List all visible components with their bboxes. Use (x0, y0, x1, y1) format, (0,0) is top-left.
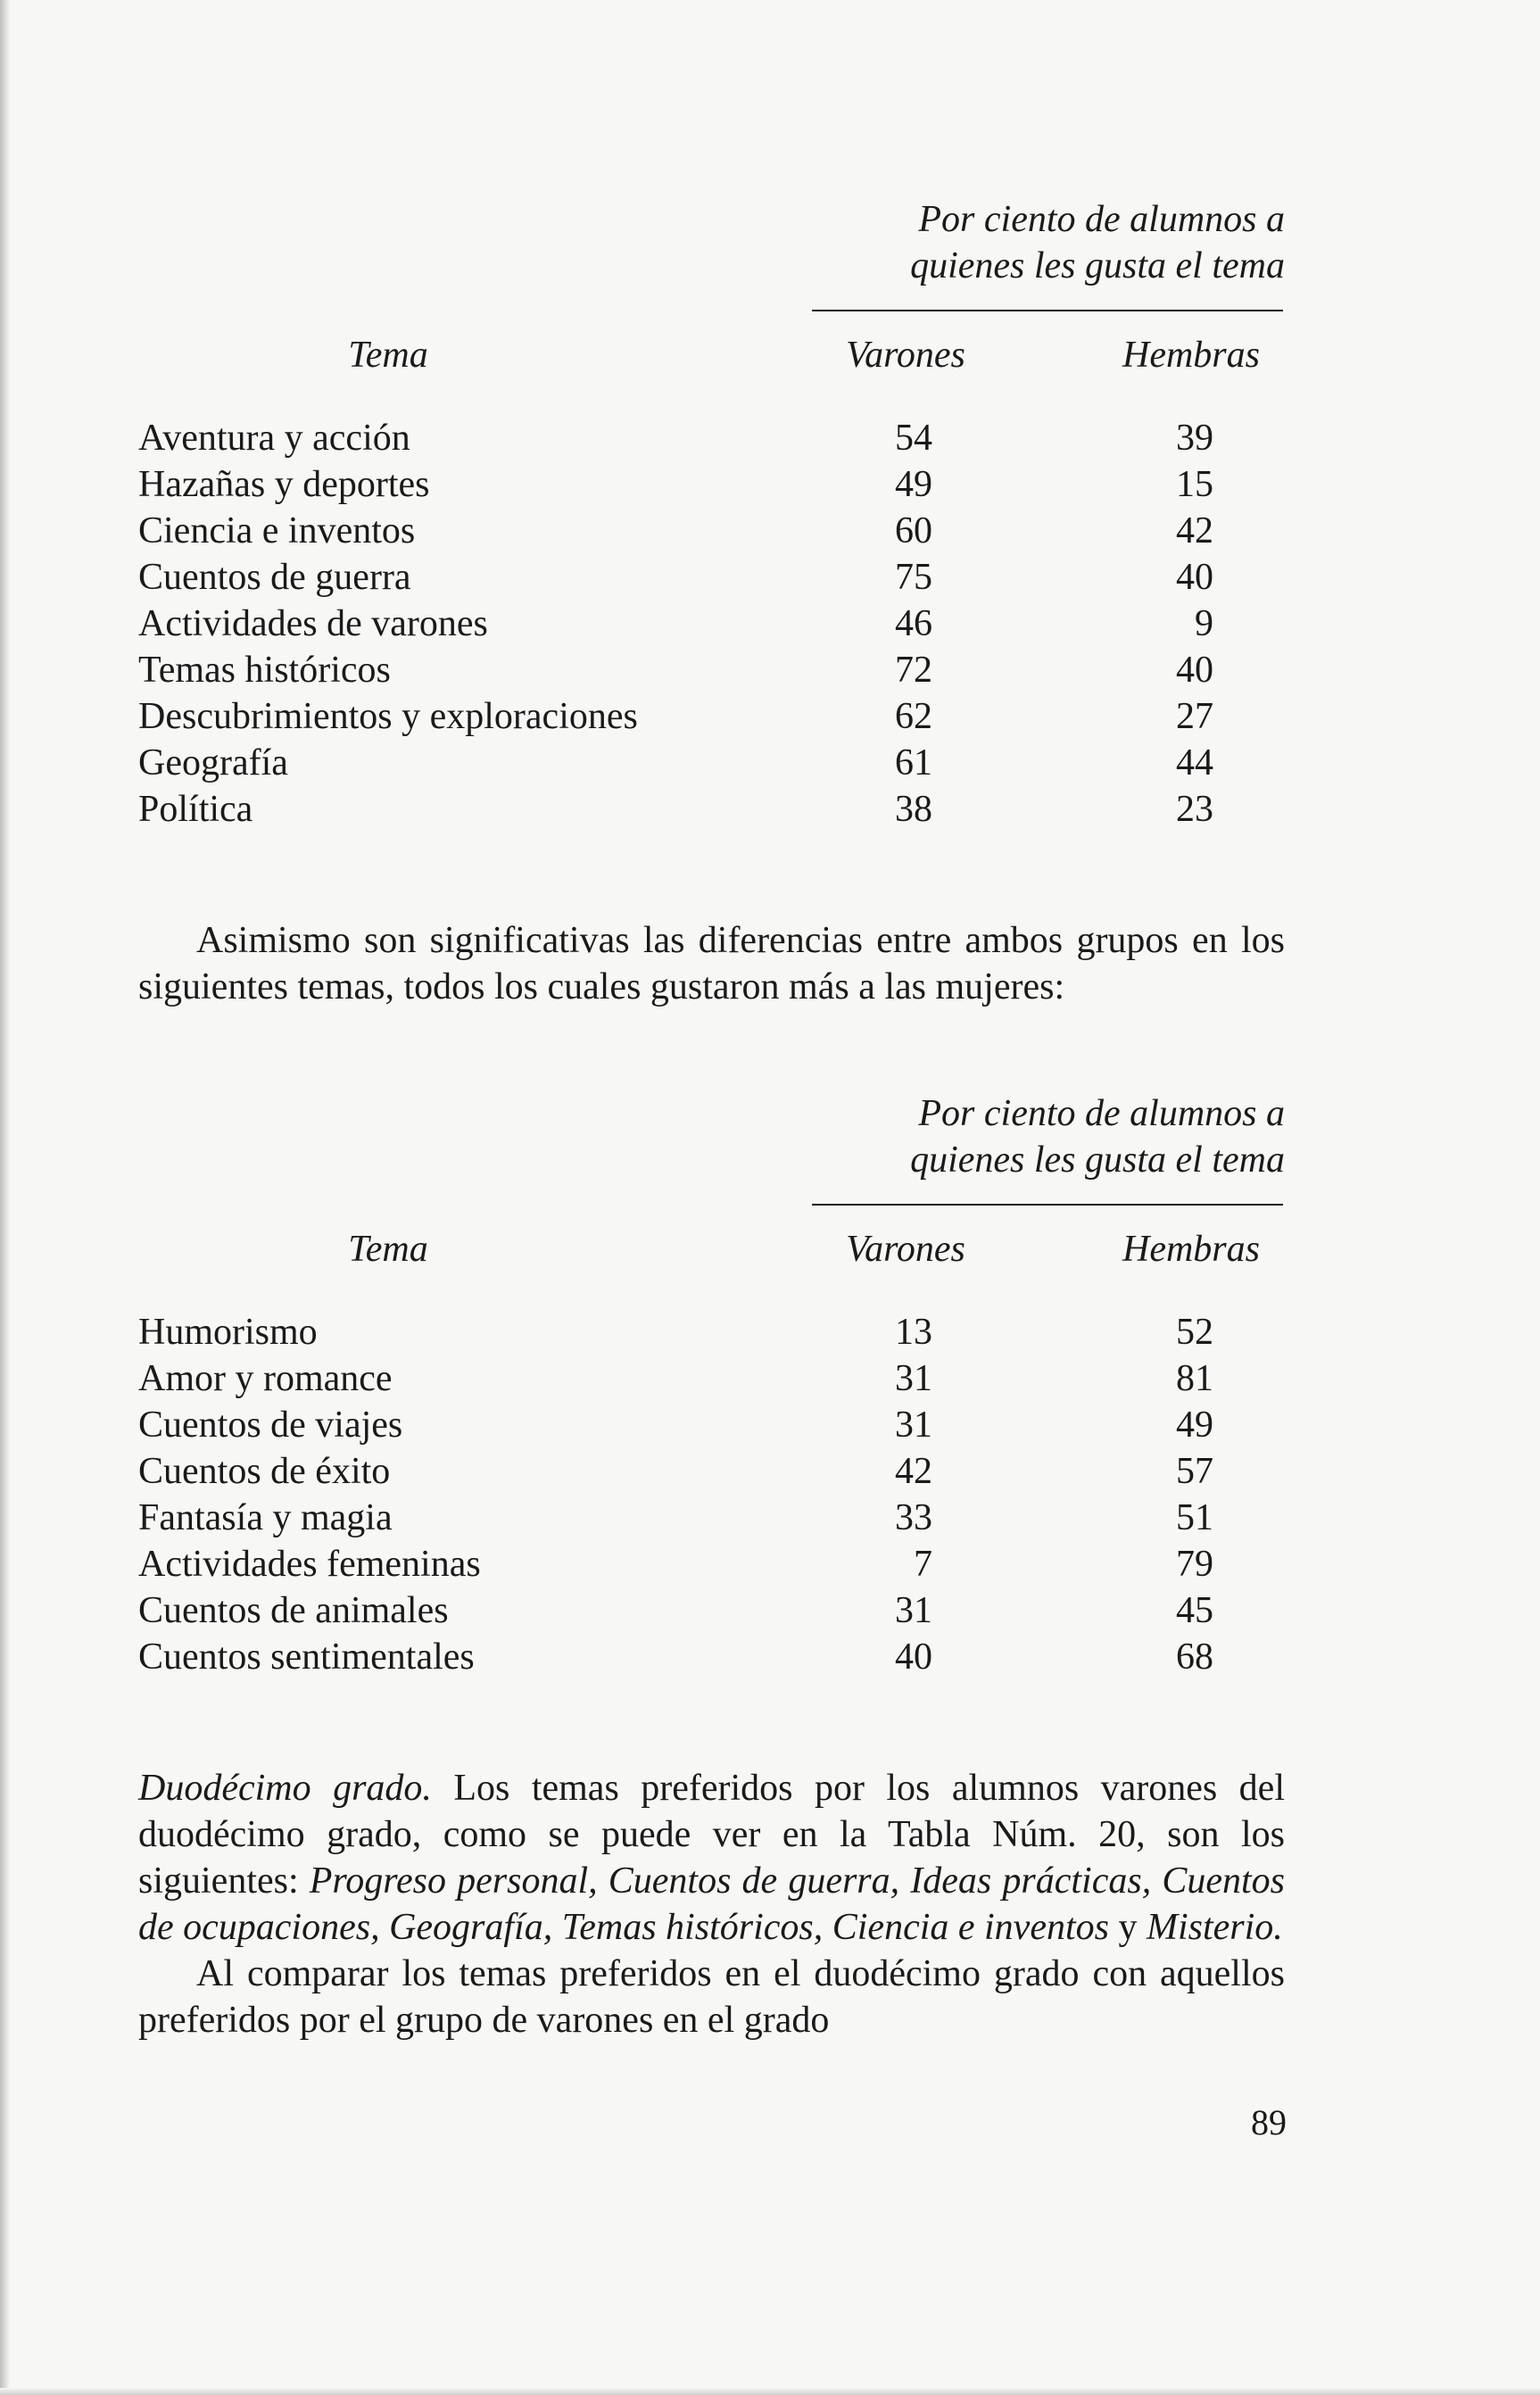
cell-varones: 13 (895, 1312, 932, 1353)
page-bottom-edge (0, 2388, 1540, 2395)
paragraph-al-comparar: Al comparar los temas preferidos en el duodécimo grado con aquellos preferidos por el grupo de varones en el grado (138, 1953, 1285, 2041)
table-row (138, 1402, 1285, 1448)
table-row (138, 1355, 1285, 1402)
page-left-edge (0, 0, 11, 2395)
page-content (138, 196, 1285, 2043)
table-row (138, 461, 1285, 508)
table-1-header-rule (812, 310, 1283, 311)
cell-tema: Cuentos de éxito (138, 1451, 391, 1492)
group-caption-line1: Por ciento de alumnos a (918, 199, 1285, 240)
paragraph-duodecimo-grado (138, 1765, 1285, 1951)
cell-varones: 38 (895, 789, 932, 830)
table-2-body (138, 1309, 1285, 1680)
cell-varones: 42 (895, 1451, 932, 1492)
cell-varones: 31 (895, 1590, 932, 1631)
cell-tema: Hazañas y deportes (138, 464, 430, 505)
cell-hembras: 45 (1176, 1590, 1213, 1631)
cell-hembras: 9 (1195, 603, 1213, 644)
table-row (138, 1541, 1285, 1587)
cell-tema: Cuentos de animales (138, 1590, 449, 1631)
table-row (138, 647, 1285, 693)
cell-varones: 60 (895, 510, 932, 551)
cell-hembras: 57 (1176, 1451, 1213, 1492)
cell-tema: Cuentos de viajes (138, 1405, 403, 1446)
table-row (138, 1587, 1285, 1634)
cell-tema: Cuentos sentimentales (138, 1637, 475, 1678)
cell-varones: 31 (895, 1405, 932, 1446)
cell-varones: 33 (895, 1497, 932, 1538)
table-row (138, 1634, 1285, 1680)
last-topic-italic: Misterio. (1146, 1907, 1283, 1948)
table-row (138, 554, 1285, 601)
cell-tema: Amor y romance (138, 1358, 393, 1399)
table-2-header (138, 1090, 1285, 1309)
lead-italic: Duodécimo grado. (138, 1768, 432, 1809)
cell-hembras: 49 (1176, 1405, 1213, 1446)
table-row (138, 1448, 1285, 1495)
table-row (138, 786, 1285, 833)
cell-tema: Temas históricos (138, 650, 391, 691)
cell-hembras: 42 (1176, 510, 1213, 551)
cell-tema: Política (138, 789, 253, 830)
table-row (138, 415, 1285, 461)
cell-varones: 31 (895, 1358, 932, 1399)
cell-hembras: 79 (1176, 1544, 1213, 1585)
table-2-group-caption (812, 1090, 1285, 1183)
table-row (138, 1309, 1285, 1355)
cell-varones: 75 (895, 557, 932, 598)
cell-varones: 72 (895, 650, 932, 691)
table-row (138, 740, 1285, 786)
cell-hembras: 40 (1176, 557, 1213, 598)
cell-hembras: 39 (1176, 418, 1213, 459)
cell-varones: 7 (914, 1544, 932, 1585)
cell-varones: 61 (895, 742, 932, 783)
column-header-varones: Varones (846, 335, 965, 376)
paragraph-asimismo: Asimismo son significativas las diferencias entre ambos grupos en los siguientes temas, todos los cuales gustaron más a las mujeres: (138, 920, 1285, 1007)
group-caption-line2: quienes les gusta el tema (910, 1139, 1285, 1181)
cell-varones: 54 (895, 418, 932, 459)
paragraph-text: Los temas preferidos por los alumnos varones del duodécimo grado, como se puede ver en la Tabla Núm. 20, son los siguientes: (138, 1768, 1285, 1902)
cell-tema: Cuentos de guerra (138, 557, 411, 598)
group-caption-line1: Por ciento de alumnos a (918, 1093, 1285, 1134)
table-1-header (138, 196, 1285, 415)
table-2 (138, 1090, 1285, 1680)
cell-tema: Descubrimientos y exploraciones (138, 696, 638, 737)
cell-varones: 46 (895, 603, 932, 644)
topics-italic: Progreso personal, Cuentos de guerra, Ideas prácticas, Cuentos de ocupaciones, Geografía, Temas históricos, Ciencia e inventos (138, 1860, 1285, 1948)
table-row (138, 601, 1285, 647)
column-header-hembras: Hembras (1122, 1229, 1260, 1270)
cell-varones: 40 (895, 1637, 932, 1678)
cell-hembras: 15 (1176, 464, 1213, 505)
column-header-tema: Tema (348, 1229, 428, 1270)
cell-hembras: 23 (1176, 789, 1213, 830)
table-row (138, 508, 1285, 554)
cell-hembras: 52 (1176, 1312, 1213, 1353)
cell-tema: Fantasía y magia (138, 1497, 393, 1538)
cell-tema: Actividades femeninas (138, 1544, 481, 1585)
cell-hembras: 40 (1176, 650, 1213, 691)
cell-tema: Actividades de varones (138, 603, 488, 644)
cell-hembras: 27 (1176, 696, 1213, 737)
table-2-header-rule (812, 1204, 1283, 1206)
cell-hembras: 44 (1176, 742, 1213, 783)
cell-hembras: 51 (1176, 1497, 1213, 1538)
table-1-body (138, 415, 1285, 833)
cell-varones: 62 (895, 696, 932, 737)
cell-tema: Humorismo (138, 1312, 318, 1353)
table-1-group-caption (812, 196, 1285, 289)
table-1 (138, 196, 1285, 833)
table-row (138, 693, 1285, 740)
cell-tema: Geografía (138, 742, 288, 783)
cell-tema: Aventura y acción (138, 418, 410, 459)
table-row (138, 1495, 1285, 1541)
cell-tema: Ciencia e inventos (138, 510, 416, 551)
column-header-varones: Varones (846, 1229, 965, 1270)
cell-varones: 49 (895, 464, 932, 505)
column-header-tema: Tema (348, 335, 428, 376)
column-header-hembras: Hembras (1122, 335, 1260, 376)
conjunction: y (1108, 1907, 1147, 1948)
cell-hembras: 68 (1176, 1637, 1213, 1678)
page-number: 89 (1251, 2102, 1287, 2142)
cell-hembras: 81 (1176, 1358, 1213, 1399)
group-caption-line2: quienes les gusta el tema (910, 245, 1285, 286)
